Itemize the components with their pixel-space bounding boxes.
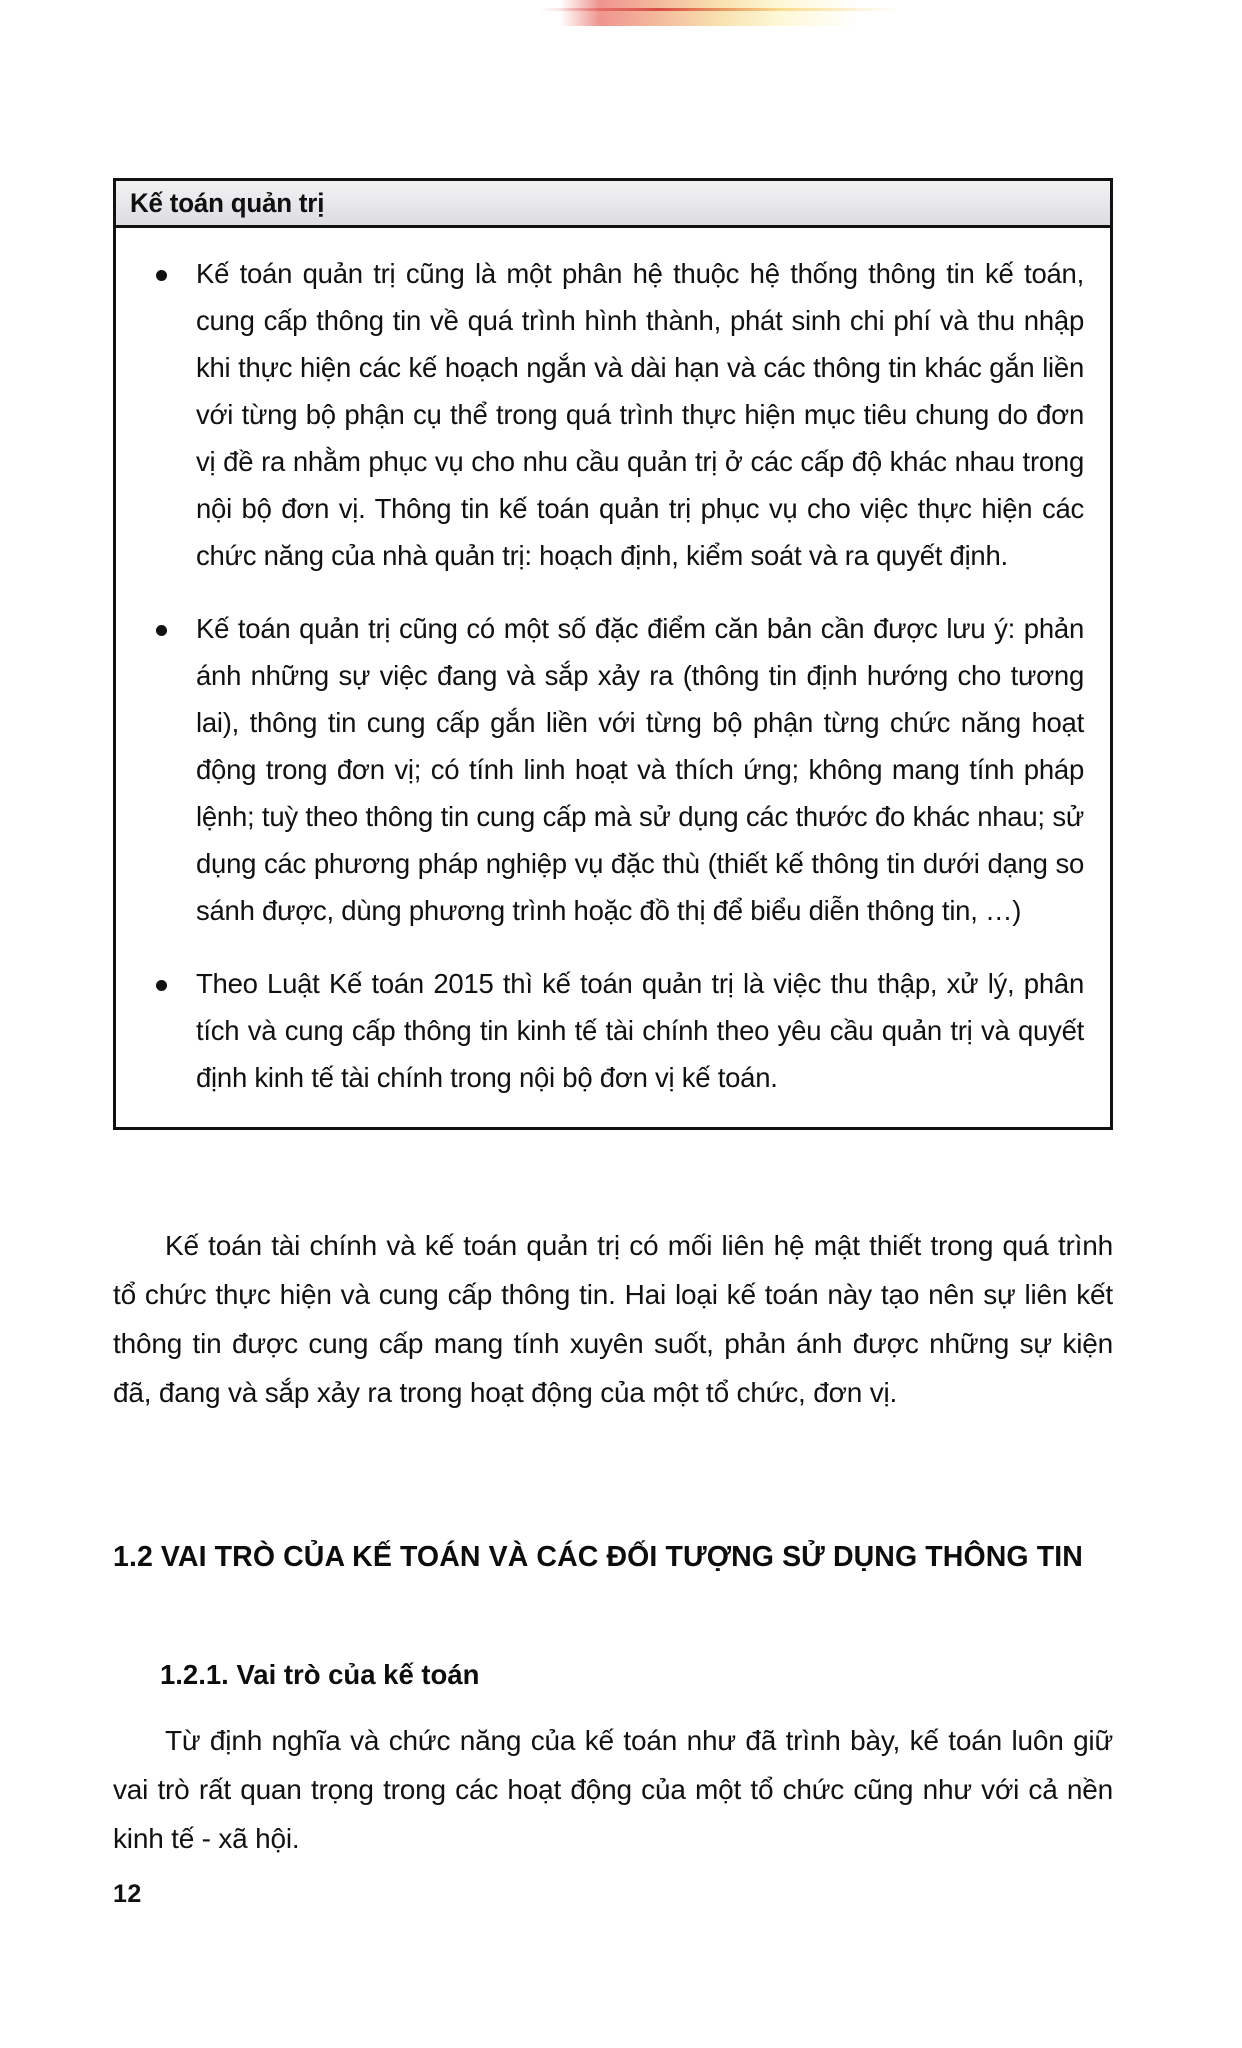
bullet-dot-icon xyxy=(156,980,167,991)
list-item-text: Kế toán quản trị cũng có một số đặc điểm căn bản cần được lưu ý: phản ánh những sự việc đang và sắp xảy ra (thông tin định hướng cho tương lai), thông tin cung cấp gắn liền với từng bộ phận từng chức năng hoạt động trong đơn vị; có tính linh hoạt và thích ứng; không mang tính pháp lệnh; tuỳ theo thông tin cung cấp mà sử dụng các thước đo khác nhau; sử dụng các phương pháp nghiệp vụ đặc thù (thiết kế thông tin dưới dạng so sánh được, dùng phương trình hoặc đồ thị để biểu diễn thông tin, …) xyxy=(196,613,1084,926)
list-item xyxy=(142,250,1084,579)
list-item-text: Kế toán quản trị cũng là một phân hệ thuộc hệ thống thông tin kế toán, cung cấp thông tin về quá trình hình thành, phát sinh chi phí và thu nhập khi thực hiện các kế hoạch ngắn và dài hạn và các thông tin khác gắn liền với từng bộ phận cụ thể trong quá trình thực hiện mục tiêu chung do đơn vị đề ra nhằm phục vụ cho nhu cầu quản trị ở các cấp độ khác nhau trong nội bộ đơn vị. Thông tin kế toán quản trị phục vụ cho việc thực hiện các chức năng của nhà quản trị: hoạch định, kiểm soát và ra quyết định. xyxy=(196,258,1084,571)
scan-color-streak xyxy=(540,8,900,11)
callout-title: Kế toán quản trị xyxy=(130,187,325,218)
section-heading-1-2: 1.2 VAI TRÒ CỦA KẾ TOÁN VÀ CÁC ĐỐI TƯỢNG SỬ DỤNG THÔNG TIN xyxy=(113,1541,1083,1573)
list-item xyxy=(142,960,1084,1101)
body-paragraph-2: Từ định nghĩa và chức năng của kế toán như đã trình bày, kế toán luôn giữ vai trò rất quan trọng trong các hoạt động của một tổ chức cũng như với cả nền kinh tế - xã hội. xyxy=(113,1725,1113,1854)
list-item xyxy=(142,605,1084,934)
page-number: 12 xyxy=(113,1880,142,1908)
body-paragraph-1: Kế toán tài chính và kế toán quản trị có mối liên hệ mật thiết trong quá trình tổ chức thực hiện và cung cấp thông tin. Hai loại kế toán này tạo nên sự liên kết thông tin được cung cấp mang tính xuyên suốt, phản ánh được những sự kiện đã, đang và sắp xảy ra trong hoạt động của một tổ chức, đơn vị. xyxy=(113,1230,1113,1408)
bullet-dot-icon xyxy=(156,270,167,281)
section-heading-1-2-1: 1.2.1. Vai trò của kế toán xyxy=(160,1659,480,1690)
scan-edge-artifact xyxy=(0,0,1242,26)
list-item-text: Theo Luật Kế toán 2015 thì kế toán quản trị là việc thu thập, xử lý, phân tích và cung cấp thông tin kinh tế tài chính theo yêu cầu quản trị và quyết định kinh tế tài chính trong nội bộ đơn vị kế toán. xyxy=(196,968,1084,1093)
callout-body xyxy=(116,228,1110,1127)
callout-box xyxy=(113,178,1113,1130)
bullet-dot-icon xyxy=(156,625,167,636)
callout-bullet-list xyxy=(142,250,1084,1101)
callout-title-bar xyxy=(116,181,1110,228)
